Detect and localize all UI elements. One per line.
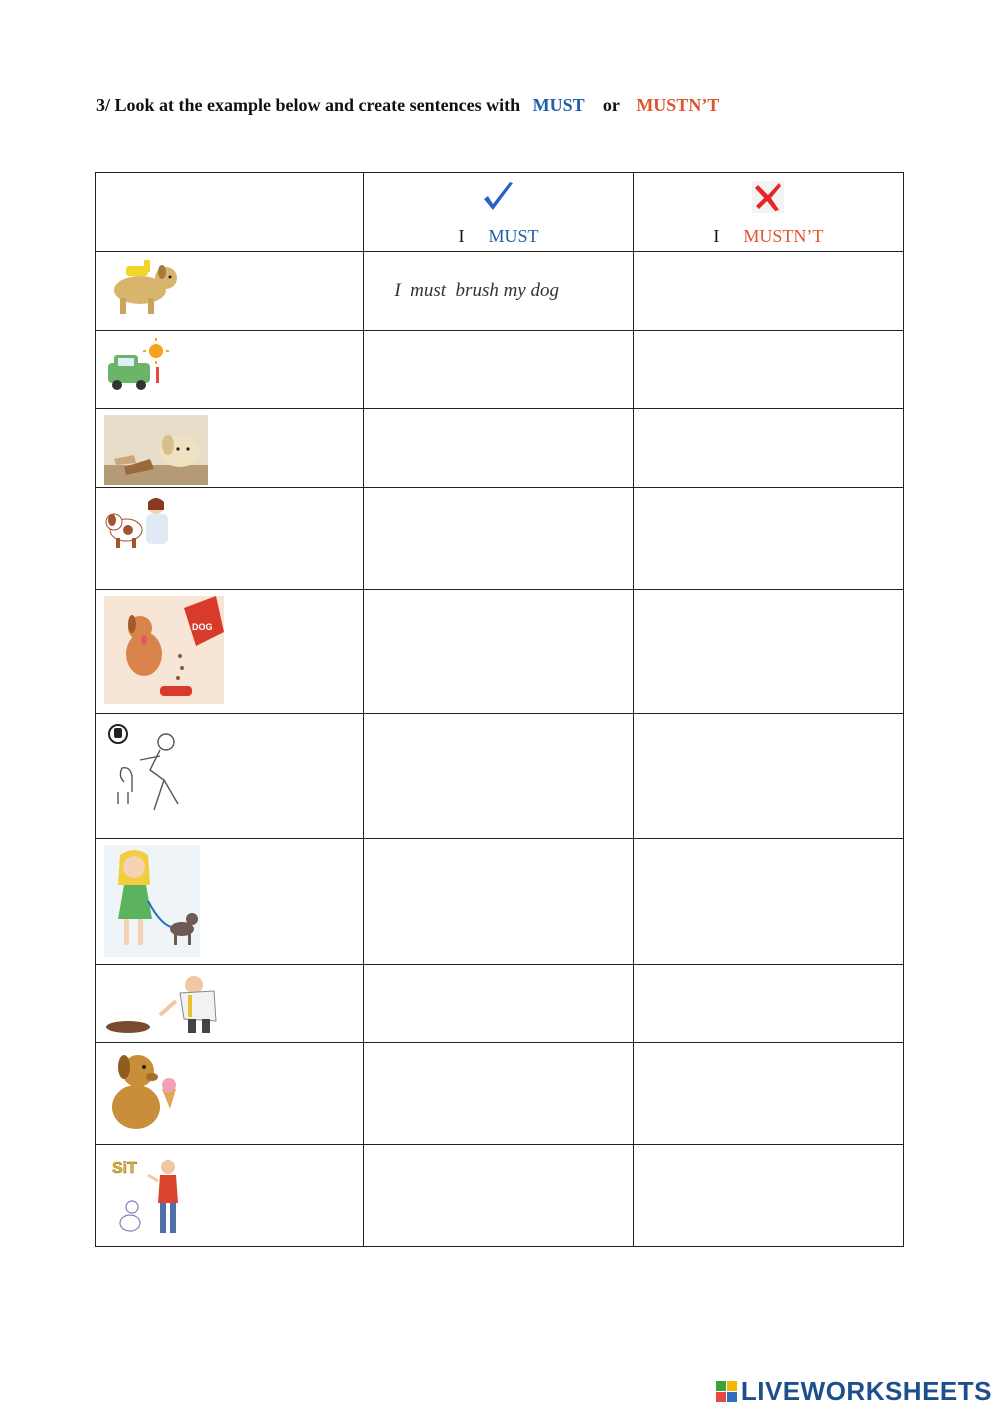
- liveworksheets-logo[interactable]: [716, 1376, 992, 1407]
- worksheet-table: [95, 172, 904, 1247]
- header-mustnt-pronoun: I: [713, 226, 720, 246]
- mustnt-answer-input[interactable]: [634, 280, 903, 302]
- picture-cell: [96, 839, 364, 965]
- dog-in-hot-car-icon: [104, 337, 174, 397]
- must-answer-cell[interactable]: [364, 488, 633, 590]
- dog-food-bag-text: DOG: [192, 622, 213, 632]
- must-answer-input[interactable]: [364, 359, 632, 381]
- picture-cell: [96, 331, 364, 409]
- must-answer-cell[interactable]: [364, 252, 633, 331]
- must-answer-cell[interactable]: [364, 331, 633, 409]
- picture-cell: [96, 488, 364, 590]
- must-answer-cell[interactable]: [364, 409, 633, 488]
- table-row: [96, 965, 904, 1043]
- table-row: [96, 409, 904, 488]
- table-row: [96, 590, 904, 714]
- must-answer-input[interactable]: [364, 765, 632, 787]
- mustnt-answer-input[interactable]: [634, 891, 903, 913]
- dog-eating-ice-cream-icon: [104, 1049, 184, 1135]
- instruction-mustnt: MUSTN’T: [636, 95, 720, 115]
- picture-cell: [96, 409, 364, 488]
- must-answer-cell[interactable]: [364, 1145, 633, 1247]
- mustnt-answer-input[interactable]: [634, 993, 903, 1015]
- must-answer-input[interactable]: [364, 1083, 632, 1105]
- header-mustnt-label: MUSTN’T: [743, 226, 824, 246]
- must-answer-input[interactable]: [364, 280, 632, 302]
- table-row: [96, 839, 904, 965]
- table-row: [96, 1145, 904, 1247]
- man-teaching-sit-icon: [104, 1151, 194, 1241]
- header-must-label: MUST: [488, 226, 539, 246]
- mustnt-answer-input[interactable]: [634, 1185, 903, 1207]
- must-answer-input[interactable]: [364, 528, 632, 550]
- instruction-text: 3/ Look at the example below and create sentences with: [96, 95, 521, 115]
- checkmark-icon: [480, 179, 516, 215]
- logo-grid-icon: [716, 1381, 737, 1402]
- mustnt-answer-cell[interactable]: [633, 252, 903, 331]
- must-answer-cell[interactable]: [364, 714, 633, 839]
- must-answer-input[interactable]: [364, 891, 632, 913]
- must-answer-cell[interactable]: [364, 590, 633, 714]
- mustnt-answer-cell[interactable]: [633, 965, 903, 1043]
- girl-walking-dog-icon: [104, 845, 200, 957]
- picture-cell: [96, 252, 364, 331]
- dog-chewing-shoes-icon: [104, 415, 208, 485]
- table-row: [96, 331, 904, 409]
- mustnt-answer-input[interactable]: [634, 1083, 903, 1105]
- instruction-or: or: [602, 95, 620, 115]
- mustnt-answer-input[interactable]: [634, 641, 903, 663]
- picture-cell: [96, 1145, 364, 1247]
- mustnt-answer-input[interactable]: [634, 359, 903, 381]
- instruction: [96, 95, 719, 116]
- must-answer-input[interactable]: [364, 1185, 632, 1207]
- mustnt-answer-cell[interactable]: [633, 1043, 903, 1145]
- picture-cell: [96, 1043, 364, 1145]
- sit-sign-text: SiT: [112, 1160, 137, 1177]
- mustnt-answer-cell[interactable]: [633, 488, 903, 590]
- mustnt-answer-input[interactable]: [634, 765, 903, 787]
- mustnt-answer-cell[interactable]: [633, 714, 903, 839]
- dog-at-vet-icon: [104, 494, 176, 556]
- kicking-dog-icon: [104, 720, 196, 828]
- mustnt-answer-cell[interactable]: [633, 409, 903, 488]
- must-answer-cell[interactable]: [364, 1043, 633, 1145]
- cross-icon: [750, 179, 786, 215]
- must-answer-input[interactable]: [364, 641, 632, 663]
- header-must-cell: [364, 173, 633, 252]
- mustnt-answer-cell[interactable]: [633, 331, 903, 409]
- must-answer-input[interactable]: [364, 437, 632, 459]
- table-row: [96, 252, 904, 331]
- mustnt-answer-cell[interactable]: [633, 590, 903, 714]
- picture-cell: [96, 965, 364, 1043]
- mustnt-answer-input[interactable]: [634, 437, 903, 459]
- table-row: [96, 714, 904, 839]
- man-cleaning-dog-mess-icon: [104, 971, 226, 1037]
- picture-cell: [96, 590, 364, 714]
- dog-food-bowl-icon: [104, 596, 224, 704]
- picture-cell: [96, 714, 364, 839]
- logo-text: LIVEWORKSHEETS: [740, 1376, 992, 1406]
- table-row: [96, 1043, 904, 1145]
- header-row: [96, 173, 904, 252]
- instruction-must: MUST: [532, 95, 585, 115]
- header-mustnt-cell: [633, 173, 903, 252]
- header-empty-cell: [96, 173, 364, 252]
- mustnt-answer-input[interactable]: [634, 528, 903, 550]
- must-answer-cell[interactable]: [364, 965, 633, 1043]
- header-must-pronoun: I: [458, 226, 465, 246]
- must-answer-input[interactable]: [364, 993, 632, 1015]
- dog-with-brush-icon: [104, 258, 184, 318]
- mustnt-answer-cell[interactable]: [633, 839, 903, 965]
- must-answer-cell[interactable]: [364, 839, 633, 965]
- table-row: [96, 488, 904, 590]
- mustnt-answer-cell[interactable]: [633, 1145, 903, 1247]
